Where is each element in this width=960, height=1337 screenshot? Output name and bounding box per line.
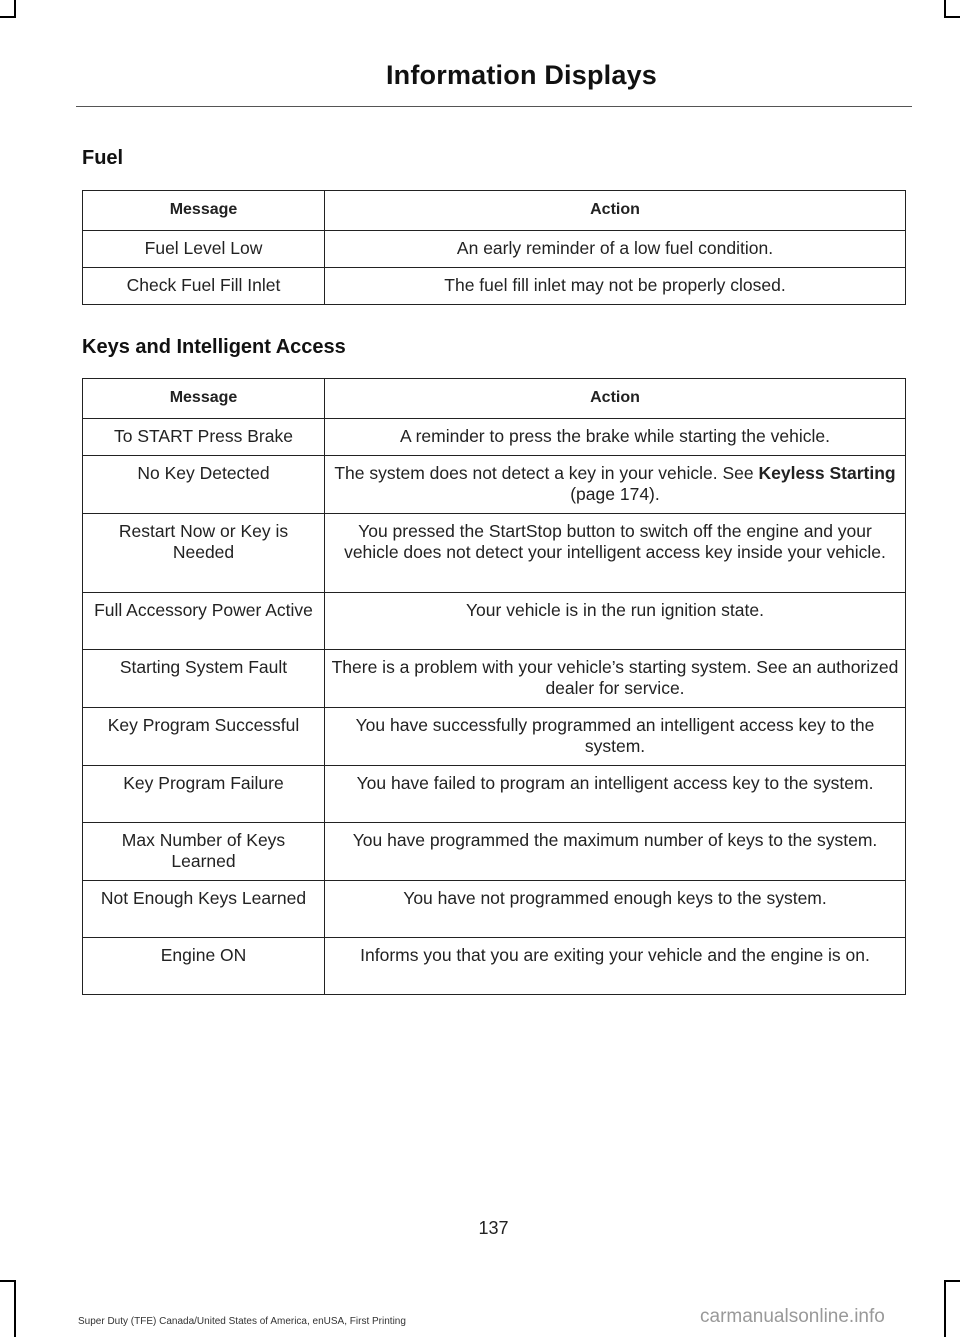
watermark: carmanualsonline.info <box>700 1306 885 1327</box>
keys-table <box>82 378 906 995</box>
table-header-row <box>83 191 906 231</box>
message-cell: Starting System Fault <box>83 650 325 708</box>
section-heading-keys: Keys and Intelligent Access <box>82 336 346 358</box>
crop-mark <box>944 1280 946 1337</box>
column-header-action: Action <box>325 379 906 419</box>
action-cell: A reminder to press the brake while starting the vehicle. <box>325 419 906 456</box>
message-cell: Fuel Level Low <box>83 231 325 268</box>
message-cell: Key Program Failure <box>83 766 325 823</box>
table-row <box>83 708 906 766</box>
message-cell: Restart Now or Key is Needed <box>83 514 325 593</box>
page-number: 137 <box>478 1218 509 1238</box>
table-row <box>83 766 906 823</box>
table-row <box>83 881 906 938</box>
table-row <box>83 650 906 708</box>
message-cell: No Key Detected <box>83 456 325 514</box>
page-title: Information Displays <box>385 60 657 90</box>
table-row <box>83 593 906 650</box>
cross-reference-link[interactable]: Keyless Starting <box>758 463 896 483</box>
action-cell: An early reminder of a low fuel condition. <box>325 231 906 268</box>
action-cell <box>325 456 906 514</box>
crop-mark <box>14 1280 16 1337</box>
message-cell: Engine ON <box>83 938 325 995</box>
action-cell: You have not programmed enough keys to the system. <box>325 881 906 938</box>
action-cell: Your vehicle is in the run ignition state. <box>325 593 906 650</box>
message-cell: Not Enough Keys Learned <box>83 881 325 938</box>
crop-mark <box>0 1280 16 1282</box>
table-row <box>83 456 906 514</box>
fuel-table <box>82 190 906 305</box>
message-cell: Check Fuel Fill Inlet <box>83 268 325 305</box>
section-heading-fuel: Fuel <box>82 147 124 169</box>
table-row <box>83 938 906 995</box>
action-text: The system does not detect a key in your vehicle. See <box>334 463 759 483</box>
message-cell: Key Program Successful <box>83 708 325 766</box>
crop-mark <box>944 1280 960 1282</box>
action-cell: You have failed to program an intelligent access key to the system. <box>325 766 906 823</box>
action-cell: Informs you that you are exiting your vehicle and the engine is on. <box>325 938 906 995</box>
table-row <box>83 823 906 881</box>
table-header-row <box>83 379 906 419</box>
column-header-message: Message <box>83 379 325 419</box>
table-row <box>83 514 906 593</box>
action-cell: The fuel fill inlet may not be properly closed. <box>325 268 906 305</box>
edition-footer: Super Duty (TFE) Canada/United States of America, enUSA, First Printing <box>78 1316 406 1327</box>
table-row <box>83 268 906 305</box>
action-cell: You have successfully programmed an intelligent access key to the system. <box>325 708 906 766</box>
column-header-action: Action <box>325 191 906 231</box>
action-cell: You have programmed the maximum number of keys to the system. <box>325 823 906 881</box>
table-row <box>83 419 906 456</box>
message-cell: Max Number of Keys Learned <box>83 823 325 881</box>
crop-mark <box>0 16 16 18</box>
message-cell: Full Accessory Power Active <box>83 593 325 650</box>
action-cell: There is a problem with your vehicle’s starting system. See an authorized dealer for service. <box>325 650 906 708</box>
column-header-message: Message <box>83 191 325 231</box>
message-cell: To START Press Brake <box>83 419 325 456</box>
table-row <box>83 231 906 268</box>
crop-mark <box>944 16 960 18</box>
action-cell: You pressed the StartStop button to switch off the engine and your vehicle does not detect your intelligent access key inside your vehicle. <box>325 514 906 593</box>
title-divider <box>76 106 912 107</box>
page-reference: (page 174). <box>570 484 660 504</box>
